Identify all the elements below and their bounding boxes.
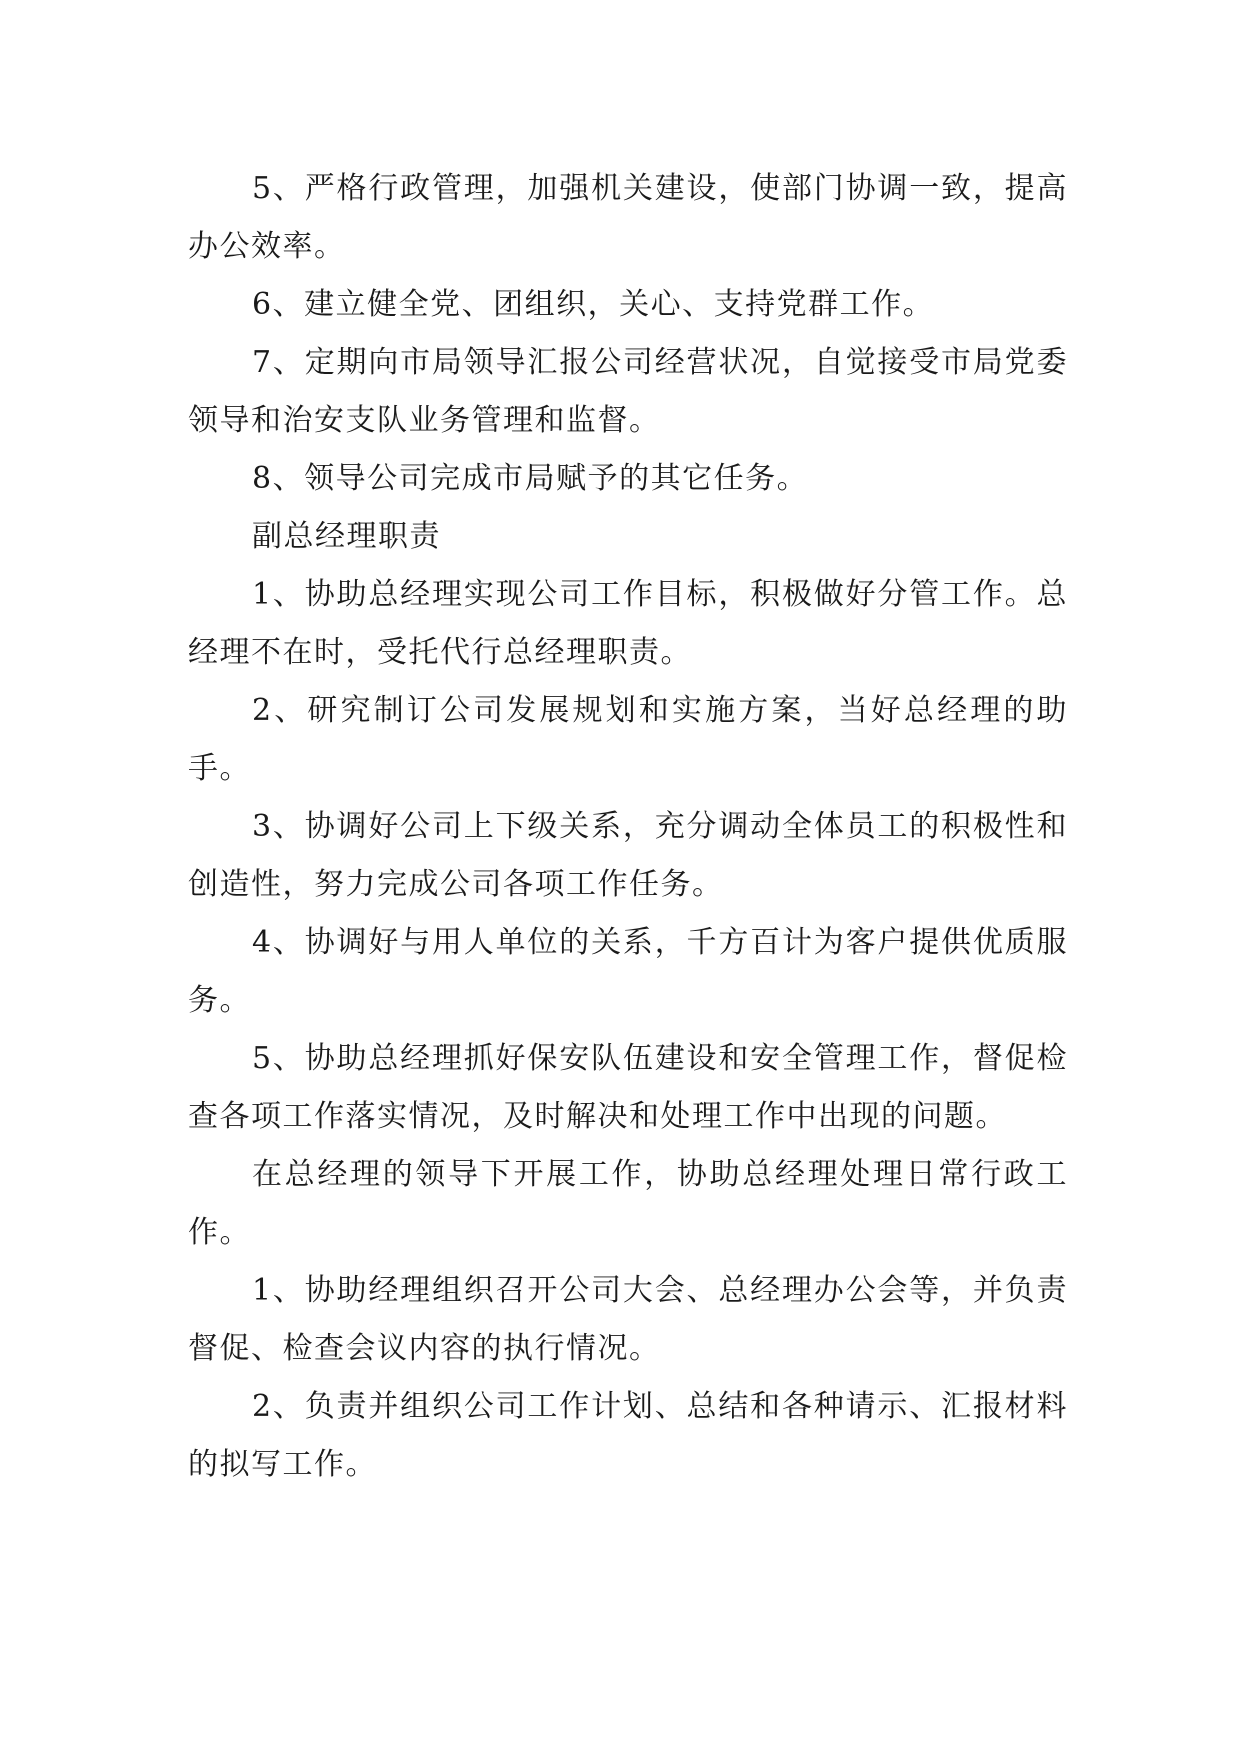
paragraph-office-item-2: 2、负责并组织公司工作计划、总结和各种请示、汇报材料的拟写工作。 <box>188 1389 1068 1482</box>
paragraph-item-5-duty: 5、严格行政管理，加强机关建设，使部门协调一致，提高办公效率。 <box>188 171 1068 264</box>
document-body <box>188 160 1068 1494</box>
paragraph-office-intro: 在总经理的领导下开展工作，协助总经理处理日常行政工作。 <box>188 1157 1068 1250</box>
paragraph-item-8-duty: 8、领导公司完成市局赋予的其它任务。 <box>252 461 809 496</box>
paragraph-deputy-item-4: 4、协调好与用人单位的关系，千方百计为客户提供优质服务。 <box>188 925 1068 1018</box>
paragraph-deputy-item-3: 3、协调好公司上下级关系，充分调动全体员工的积极性和创造性，努力完成公司各项工作任务。 <box>188 809 1068 902</box>
section-heading-deputy-gm: 副总经理职责 <box>252 519 441 554</box>
paragraph-deputy-item-2: 2、研究制订公司发展规划和实施方案，当好总经理的助手。 <box>188 693 1068 786</box>
paragraph-office-item-1: 1、协助经理组织召开公司大会、总经理办公会等，并负责督促、检查会议内容的执行情况。 <box>188 1273 1068 1366</box>
paragraph-item-6-duty: 6、建立健全党、团组织，关心、支持党群工作。 <box>252 287 935 322</box>
paragraph-item-7-duty: 7、定期向市局领导汇报公司经营状况，自觉接受市局党委领导和治安支队业务管理和监督。 <box>188 345 1068 438</box>
paragraph-deputy-item-5: 5、协助总经理抓好保安队伍建设和安全管理工作，督促检查各项工作落实情况，及时解决和处理工作中出现的问题。 <box>188 1041 1068 1134</box>
paragraph-deputy-item-1: 1、协助总经理实现公司工作目标，积极做好分管工作。总经理不在时，受托代行总经理职责。 <box>188 577 1068 670</box>
